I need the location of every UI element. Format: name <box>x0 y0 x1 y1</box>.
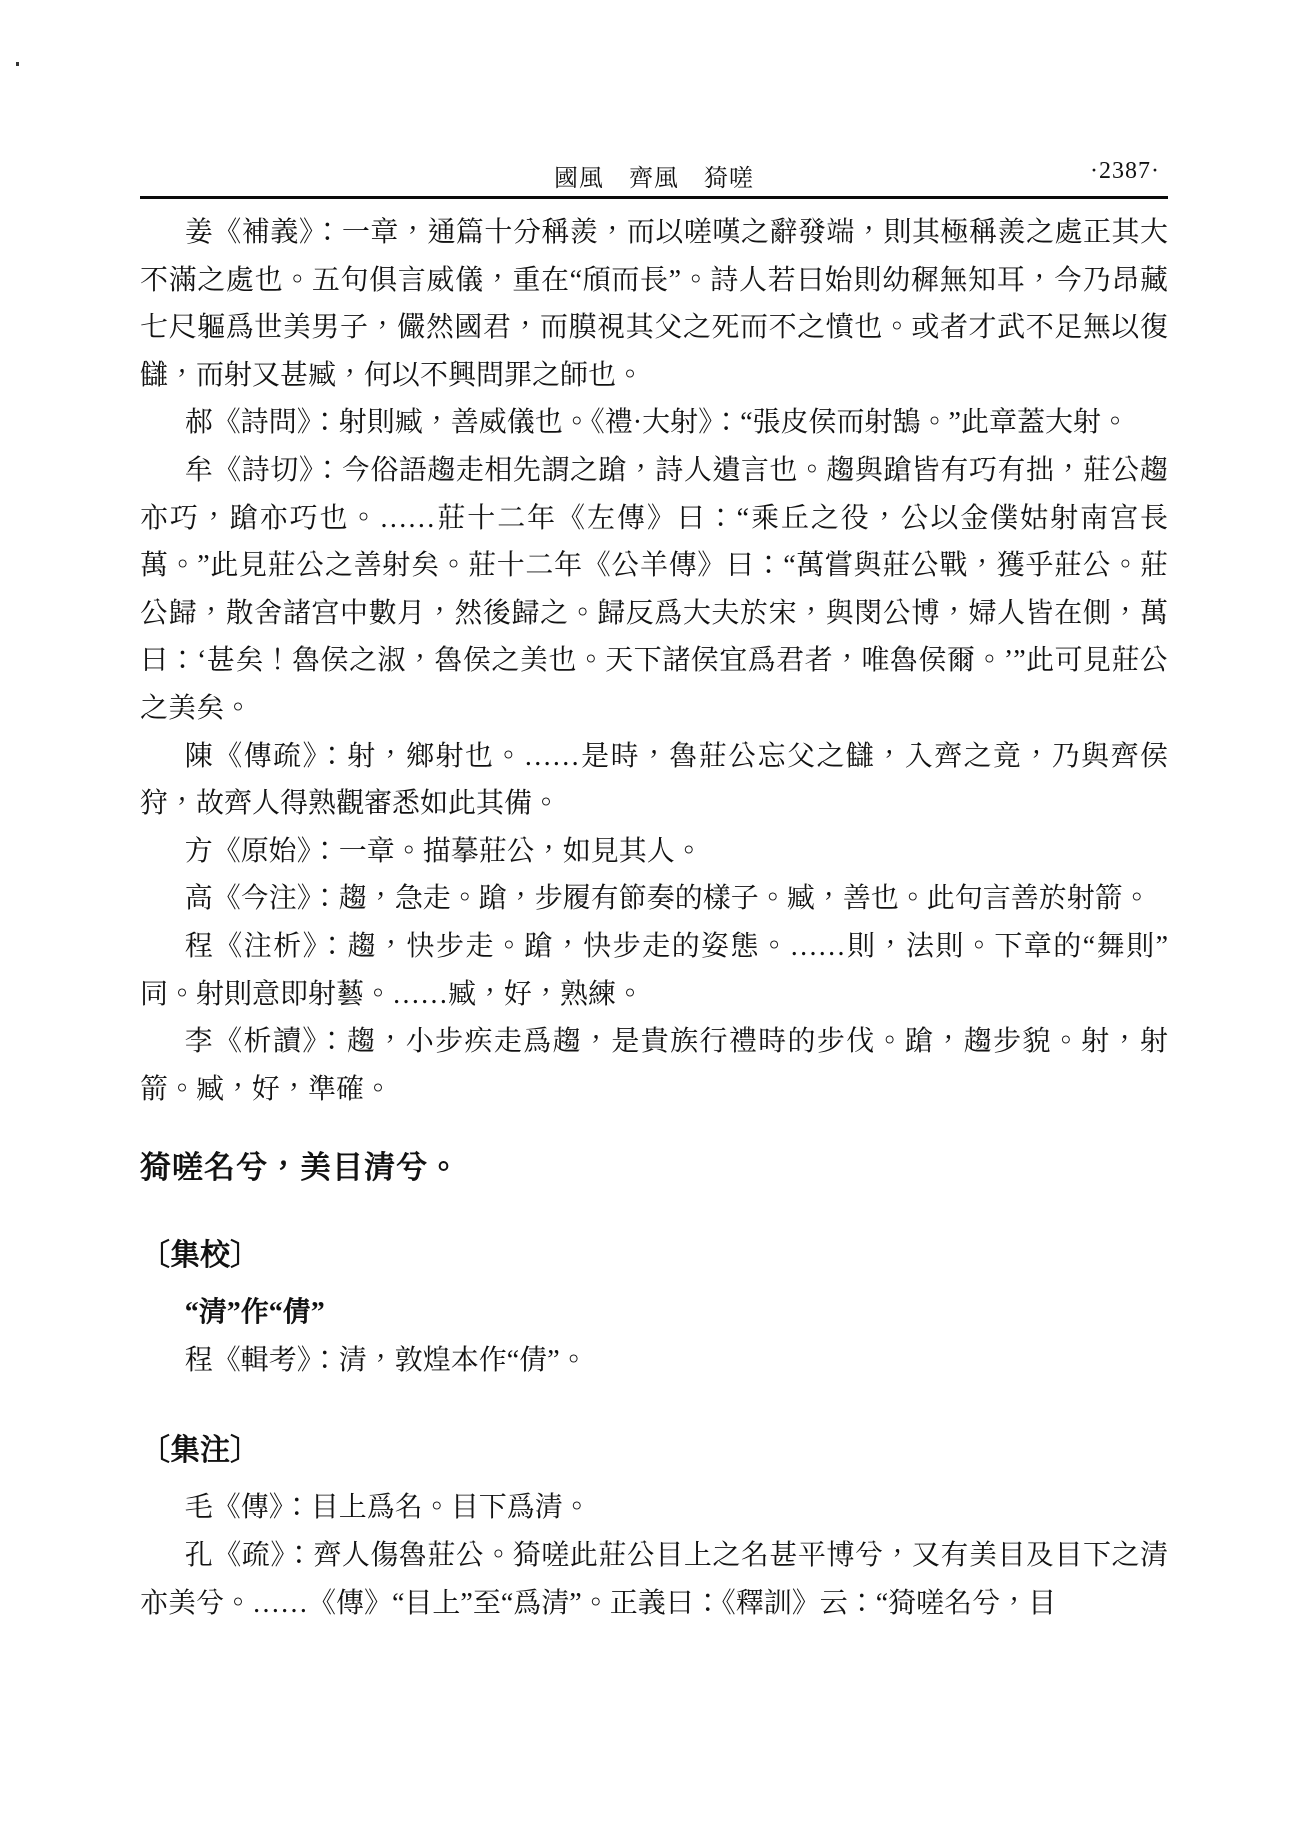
section-title-jizhu: 〔集注〕 <box>140 1434 260 1468</box>
commentary-block <box>140 209 1168 1113</box>
section-jixiao-body <box>140 1289 1168 1384</box>
commentary-paragraph-fang: 方《原始》：一章。描摹莊公，如見其人。 <box>184 835 703 867</box>
header-rule <box>140 196 1168 199</box>
commentary-paragraph-gao: 高《今注》：趨，急走。蹌，步履有節奏的樣子。臧，善也。此句言善於射箭。 <box>184 883 1151 915</box>
jizhu-entry-kong-shu: 孔《疏》：齊人傷魯莊公。猗嗟此莊公目上之名甚平博兮，又有美目及目下之清亦美兮。……《傳》“目上”至“爲清”。正義曰：《釋訓》云：“猗嗟名兮，目 <box>140 1540 1168 1619</box>
commentary-paragraph-chen: 陳《傳疏》：射，鄉射也。……是時，魯莊公忘父之讎，入齊之竟，乃與齊侯狩，故齊人得熟觀審悉如此其備。 <box>140 740 1168 820</box>
variant-note: “清”作“倩” <box>184 1297 325 1329</box>
running-header <box>140 158 1168 192</box>
section-jizhu-body <box>140 1484 1168 1627</box>
commentary-paragraph-mou: 牟《詩切》：今俗語趨走相先謂之蹌，詩人遺言也。趨與蹌皆有巧有拙，莊公趨亦巧，蹌亦巧也。……莊十二年《左傳》曰：“乘丘之役，公以金僕姑射南宫長萬。”此見莊公之善射矣。莊十二年《公羊傳》曰：“萬嘗與莊公戰，獲乎莊公。莊公歸，散舍諸宫中數月，然後歸之。歸反爲大夫於宋，與閔公博，婦人皆在側，萬曰：‘甚矣！魯侯之淑，魯侯之美也。天下諸侯宜爲君者，唯魯侯爾。’”此可見莊公之美矣。 <box>140 454 1168 724</box>
running-header-title: 國風 齊風 猗嗟 <box>554 166 754 192</box>
commentary-paragraph-cheng: 程《注析》：趨，快步走。蹌，快步走的姿態。……則，法則。下章的“舞則”同。射則意即射藝。……臧，好，熟練。 <box>140 930 1168 1010</box>
jixiao-entry-cheng-jikao: 程《輯考》：清，敦煌本作“倩”。 <box>184 1344 588 1376</box>
section-title-jixiao: 〔集校〕 <box>140 1239 260 1273</box>
commentary-paragraph-jiang: 姜《補義》：一章，通篇十分稱羨，而以嗟嘆之辭發端，則其極稱羨之處正其大不滿之處也。五句俱言威儀，重在“頎而長”。詩人若曰始則幼穉無知耳，今乃昂藏七尺軀爲世美男子，儼然國君，而膜視其父之死而不之憤也。或者才武不足無以復讎，而射又甚臧，何以不興問罪之師也。 <box>140 217 1168 391</box>
verse-line-heading: 猗嗟名兮，美目清兮。 <box>140 1150 460 1186</box>
jizhu-entry-mao-zhuan: 毛《傳》：目上爲名。目下爲清。 <box>184 1492 591 1524</box>
scan-artifact-dot <box>16 62 19 66</box>
commentary-paragraph-li: 李《析讀》：趨，小步疾走爲趨，是貴族行禮時的步伐。蹌，趨步貌。射，射箭。臧，好，準確。 <box>140 1026 1168 1105</box>
text-column <box>140 158 1168 1627</box>
page-number: ·2387· <box>1090 158 1160 184</box>
commentary-paragraph-hao: 郝《詩問》：射則臧，善威儀也。《禮·大射》：“張皮侯而射鵠。”此章蓋大射。 <box>184 407 1129 439</box>
